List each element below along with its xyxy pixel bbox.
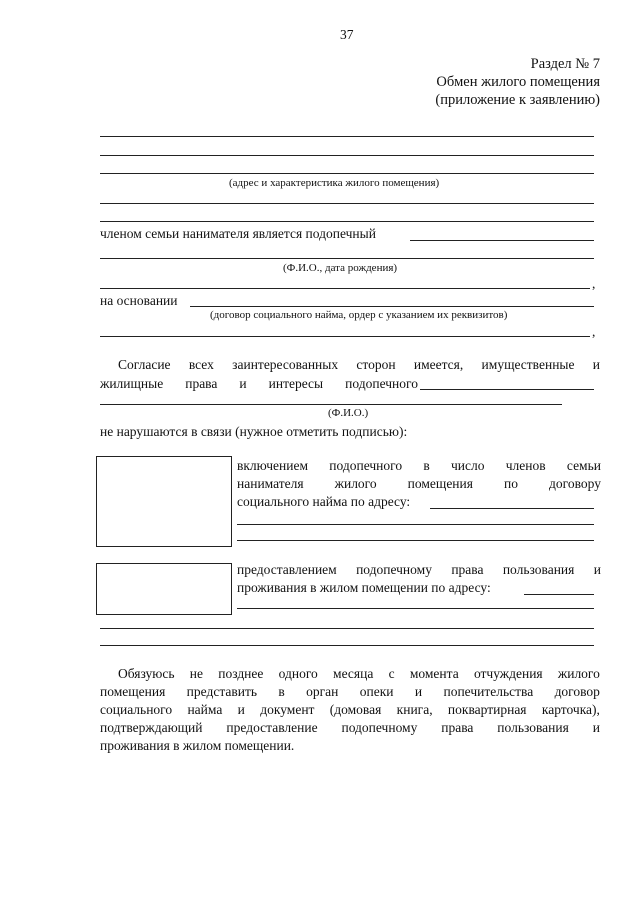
option2-address-line-2[interactable] (237, 608, 594, 609)
basis-label: на основании (100, 293, 178, 308)
member-line-3[interactable] (100, 288, 590, 289)
option2-line-1: предоставлением подопечному права пользования и (237, 562, 601, 577)
comma-1: , (592, 276, 596, 291)
address-line-5[interactable] (100, 221, 594, 222)
consent-line-1: Согласие всех заинтересованных сторон имеется, имущественные и (118, 357, 600, 372)
consent-ward-line[interactable] (420, 389, 594, 390)
option2-address-line-4[interactable] (100, 645, 594, 646)
address-caption: (адрес и характеристика жилого помещения) (229, 177, 440, 189)
comma-2: , (592, 324, 596, 339)
obligation-line-5: проживания в жилом помещении. (100, 738, 295, 753)
consent-line-3: не нарушаются в связи (нужное отметить подписью): (100, 424, 408, 439)
obligation-line-3: социального найма и документ (домовая книга, поквартирная карточка), (100, 702, 600, 717)
section-subtitle: (приложение к заявлению) (435, 92, 600, 108)
option1-line-3: социального найма по адресу: (237, 494, 411, 509)
address-line-4[interactable] (100, 203, 594, 204)
address-line-3[interactable] (100, 173, 594, 174)
obligation-line-1: Обязуюсь не позднее одного месяца с момента отчуждения жилого (118, 666, 600, 681)
option1-address-line-2[interactable] (237, 524, 594, 525)
fio-caption: (Ф.И.О.) (328, 407, 369, 419)
member-name-line[interactable] (410, 240, 594, 241)
page-number: 37 (340, 27, 354, 42)
consent-line-2: жилищные права и интересы подопечного (100, 376, 418, 391)
option1-address-line-1[interactable] (430, 508, 594, 509)
member-line-2[interactable] (100, 258, 594, 259)
option2-address-line-1[interactable] (524, 594, 594, 595)
option2-signature-box[interactable] (96, 563, 232, 615)
option1-line-1: включением подопечного в число членов семьи (237, 458, 601, 473)
obligation-line-4: подтверждающий предоставление подопечному права пользования и (100, 720, 600, 735)
address-line-1[interactable] (100, 136, 594, 137)
consent-ward-line-2[interactable] (100, 404, 562, 405)
option2-address-line-3[interactable] (100, 628, 594, 629)
fio-birth-caption: (Ф.И.О., дата рождения) (283, 262, 398, 274)
basis-line[interactable] (190, 306, 594, 307)
obligation-line-2: помещения представить в орган опеки и попечительства договор (100, 684, 600, 699)
option1-line-2: нанимателя жилого помещения по договору (237, 476, 601, 491)
option1-signature-box[interactable] (96, 456, 232, 547)
section-title: Обмен жилого помещения (436, 74, 600, 90)
document-header (435, 55, 600, 109)
contract-caption: (договор социального найма, ордер с указанием их реквизитов) (210, 309, 508, 321)
section-label: Раздел № 7 (530, 56, 600, 72)
option2-line-2: проживания в жилом помещении по адресу: (237, 580, 491, 595)
basis-line-2[interactable] (100, 336, 590, 337)
member-label: членом семьи нанимателя является подопечный (100, 226, 376, 241)
option1-address-line-3[interactable] (237, 540, 594, 541)
address-line-2[interactable] (100, 155, 594, 156)
